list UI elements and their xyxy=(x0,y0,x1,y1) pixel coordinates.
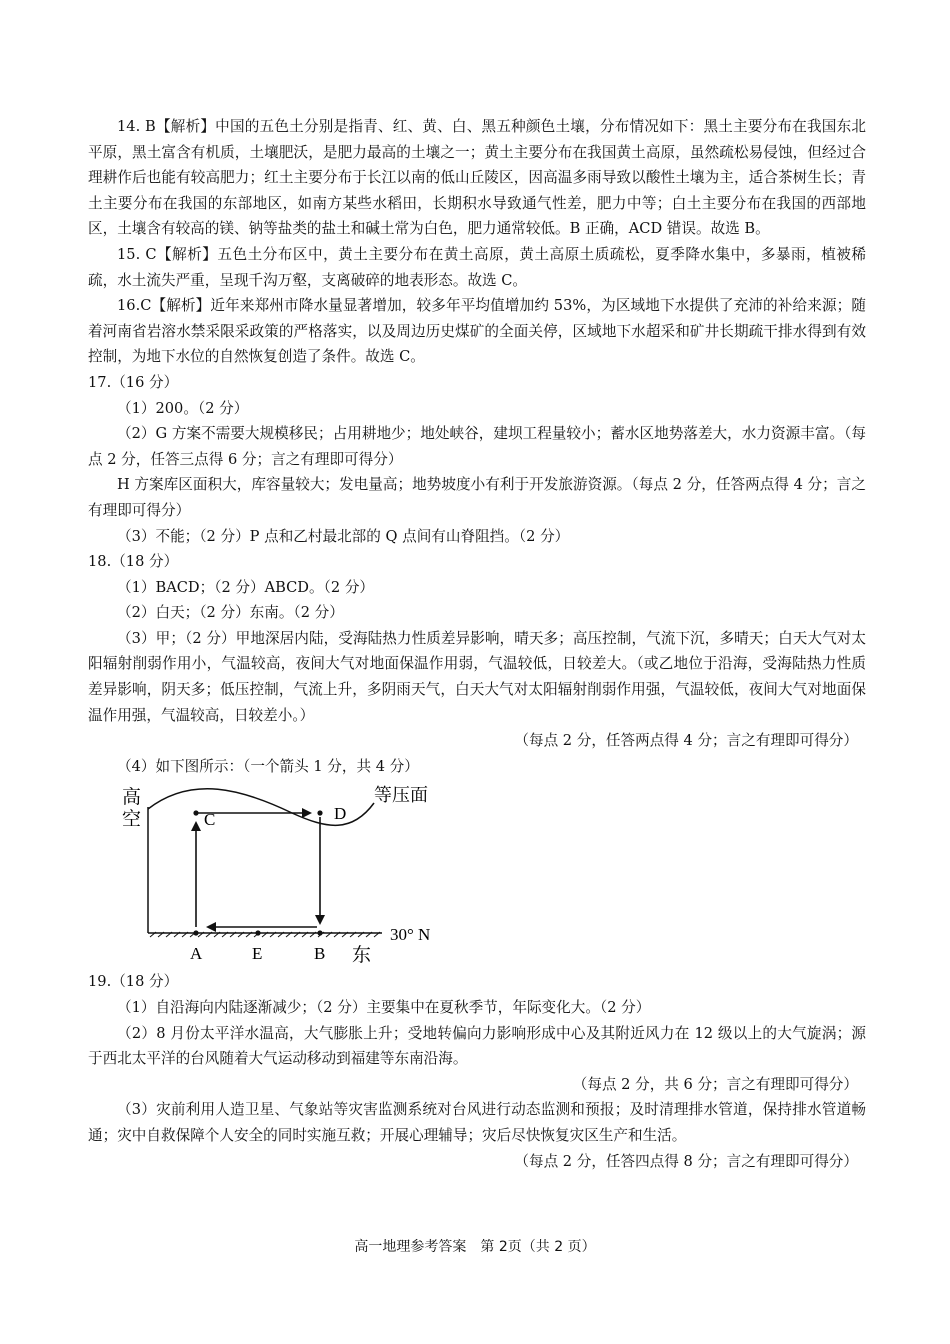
page-footer: 高一地理参考答案 第 2页（共 2 页） xyxy=(354,1239,596,1255)
q18-part3-note: （每点 2 分，任答两点得 4 分；言之有理即可得分） xyxy=(514,732,858,750)
latitude-label: 30° N xyxy=(390,925,431,945)
point-c-label: C xyxy=(204,810,216,830)
q17-part3: （3）不能；（2 分）P 点和乙村最北部的 Q 点间有山脊阻挡。（2 分） xyxy=(117,527,570,545)
q19-part2: （2）8 月份太平洋水温高，大气膨胀上升；受地转偏向力影响形成中心及其附近风力在 12 级以上的大气旋涡；源于西北太平洋的台风随着大气运动移动到福建等东南沿海。 xyxy=(88,1024,866,1068)
point-c-dot xyxy=(193,811,198,816)
isobar-diagram-svg xyxy=(112,781,472,969)
point-b-label: B xyxy=(314,944,326,964)
q17-part1: （1）200。（2 分） xyxy=(117,399,249,417)
q19-part3: （3）灾前利用人造卫星、气象站等灾害监测系统对台风进行动态监测和预报；及时清理排水管道，保持排水管道畅通；灾中自救保障个人安全的同时实施互救；开展心理辅导；灾后尽快恢复灾区生产和生活。 xyxy=(88,1101,866,1144)
point-b-dot xyxy=(317,931,322,936)
point-e-dot xyxy=(255,931,260,936)
isobar-label: 等压面 xyxy=(374,785,428,806)
isobar-diagram xyxy=(88,781,866,969)
q15-answer: 15. C【解析】五色土分布区中，黄土主要分布在黄土高原，黄土高原土质疏松，夏季降水集中，多暴雨，植被稀疏，水土流失严重，呈现千沟万壑，支离破碎的地表形态。故选 C。 xyxy=(88,245,866,289)
point-a-label: A xyxy=(190,944,203,964)
altitude-label-2: 空 xyxy=(122,809,142,831)
q18-heading: 18.（18 分） xyxy=(88,553,179,571)
q16-answer: 16.C【解析】近年来郑州市降水量显著增加，较多年平均值增加约 53%，为区域地下水提供了充沛的补给来源；随着河南省岩溶水禁采限采政策的严格落实，以及周边历史煤矿的全面关停，区域地下水超采和矿井长期疏干排水得到有效控制，为地下水位的自然恢复创造了条件。故选 C。 xyxy=(88,297,866,366)
q17-part2-h: H 方案库区面积大，库容量较大；发电量高；地势坡度小有利于开发旅游资源。（每点 2 分，任答两点得 4 分；言之有理即可得分） xyxy=(88,476,866,519)
q19-part3-note: （每点 2 分，任答四点得 8 分；言之有理即可得分） xyxy=(514,1152,858,1170)
point-d-dot xyxy=(317,811,322,816)
q17-heading: 17.（16 分） xyxy=(88,373,179,391)
q18-part2: （2）白天；（2 分）东南。（2 分） xyxy=(117,604,344,622)
q19-part1: （1）自沿海向内陆逐渐减少；（2 分）主要集中在夏秋季节，年际变化大。（2 分） xyxy=(117,999,651,1017)
q18-part3: （3）甲；（2 分）甲地深居内陆，受海陆热力性质差异影响，晴天多；高压控制，气流下沉，多晴天；白天大气对太阳辐射削弱作用小，气温较高，夜间大气对地面保温作用弱，气温较低，日较差大。（或乙地位于沿海，受海陆热力性质差异影响，阴天多；低压控制，气流上升，多阴雨天气，白天大气对太阳辐射削弱作用强，气温较低，夜间大气对地面保温作用强，气温较高，日较差小。） xyxy=(88,629,866,724)
point-e-label: E xyxy=(252,944,263,964)
q14-answer: 14. B【解析】中国的五色土分别是指青、红、黄、白、黑五种颜色土壤，分布情况如下：黑土主要分布在我国东北平原，黑土富含有机质，土壤肥沃，是肥力最高的土壤之一；黄土主要分布在我国黄土高原，虽然疏松易侵蚀，但经过合理耕作后也能有较高肥力；红土主要分布于长江以南的低山丘陵区，因高温多雨导致以酸性土壤为主，适合茶树生长；青土主要分布在我国的东部地区，如南方某些水稻田，长期积水导致通气性差，肥力中等；白土主要分布在我国的西部地区，土壤含有较高的镁、钠等盐类的盐土和碱土常为白色，肥力通常较低。B 正确，ACD 错误。故选 B。 xyxy=(88,118,866,238)
point-a-dot xyxy=(193,931,198,936)
q18-part4: （4）如下图所示：（一个箭头 1 分，共 4 分） xyxy=(117,757,419,775)
q19-part2-note: （每点 2 分，共 6 分；言之有理即可得分） xyxy=(572,1075,858,1093)
q18-part1: （1）BACD；（2 分）ABCD。（2 分） xyxy=(117,578,375,596)
altitude-label-1: 高 xyxy=(122,787,142,809)
answer-page xyxy=(88,114,866,1174)
point-d-label: D xyxy=(334,804,347,824)
q17-part2: （2）G 方案不需要大规模移民；占用耕地少；地处峡谷，建坝工程量较小；蓄水区地势落差大，水力资源丰富。（每点 2 分，任答三点得 6 分；言之有理即可得分） xyxy=(88,425,866,468)
east-label: 东 xyxy=(352,945,372,967)
q19-heading: 19.（18 分） xyxy=(88,973,179,991)
